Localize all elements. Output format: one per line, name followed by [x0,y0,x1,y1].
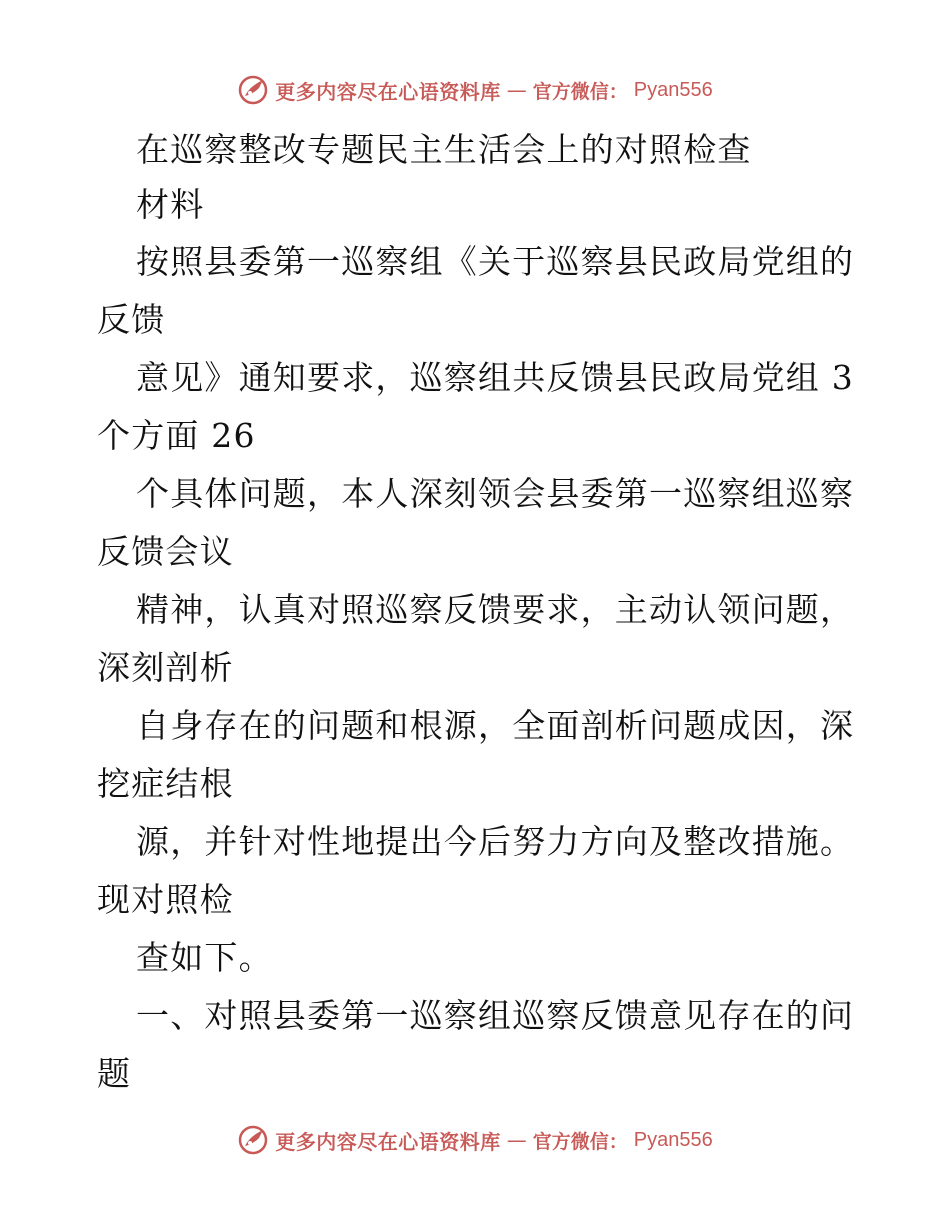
doc-line: 自身存在的问题和根源，全面剖析问题成因，深 [136,706,855,745]
footer-watermark-banner [0,1120,950,1160]
doc-line: 挖症结根 [97,764,234,803]
footer-wechat-id: Pyan556 [633,1128,713,1151]
doc-line: 精神，认真对照巡察反馈要求，主动认领问题， [136,590,855,629]
doc-line: 个方面 26 [97,416,256,455]
footer-brand-text: 更多内容尽在心语资料库 [275,1129,501,1154]
doc-line: 查如下。 [136,938,273,977]
pen-logo-icon [237,1124,269,1156]
doc-line: 反馈 [97,300,166,339]
footer-separator: — [506,1128,527,1152]
footer-wechat-label: 官方微信： [532,1130,628,1153]
doc-line: 意见》通知要求，巡察组共反馈县民政局党组 3 [136,358,854,397]
header-separator: — [506,78,527,102]
header-wechat-label: 官方微信： [532,80,628,103]
pen-logo-icon [237,74,269,106]
doc-line: 现对照检 [97,880,234,919]
header-wechat-id: Pyan556 [633,78,713,101]
doc-line: 源，并针对性地提出今后努力方向及整改措施。 [136,822,855,861]
header-brand-text: 更多内容尽在心语资料库 [275,79,501,104]
doc-line: 个具体问题，本人深刻领会县委第一巡察组巡察 [136,474,855,513]
doc-line: 按照县委第一巡察组《关于巡察县民政局党组的 [136,242,855,281]
doc-line: 反馈会议 [97,532,234,571]
header-watermark-banner [0,70,950,110]
doc-title-line-2: 材料 [136,185,205,224]
doc-section-heading: 一、对照县委第一巡察组巡察反馈意见存在的问 [136,996,855,1035]
doc-title-line-1: 在巡察整改专题民主生活会上的对照检查 [136,130,752,169]
doc-line: 深刻剖析 [97,648,234,687]
doc-section-heading-cont: 题 [97,1054,132,1093]
